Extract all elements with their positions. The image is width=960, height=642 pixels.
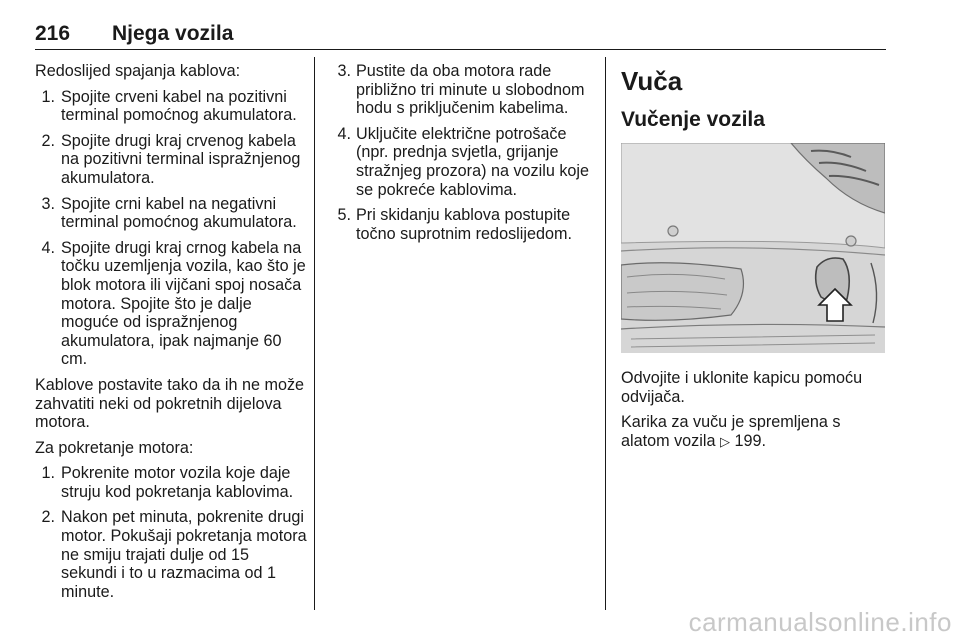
start-engine-list	[35, 464, 307, 601]
header-rule	[35, 49, 886, 50]
list-item: 3. Pustite da oba motora rade približno tri minute u slobodnom hodu s priključenim kabelima.	[337, 62, 585, 118]
start-engine-intro: Za pokretanje motora:	[35, 438, 194, 457]
bumper-tow-cap-illustration	[621, 143, 885, 353]
list-item: 1. Pokrenite motor vozila koje daje struju kod pokretanja kablovima.	[41, 464, 294, 501]
cable-order-intro: Redoslijed spajanja kablova:	[35, 62, 241, 80]
page-title: Njega vozila	[112, 22, 234, 45]
watermark: carmanualsonline.info	[688, 607, 952, 637]
list-item: 4. Spojite drugi kraj crnog kabela na točku uzemljenja vozila, kao što je blok motora ili vijčani spoj nosača motora. Spojite što je dalje moguće od ispražnjenog akumulatora, ipak najmanje 60 cm.	[41, 238, 306, 369]
figure-caption: Odvojite i uklonite kapicu pomoću odvijača.	[621, 369, 863, 406]
cable-placement-note: Kablove postavite tako da ih ne može zahvatiti neki od pokretnih dijelova motora.	[35, 375, 305, 432]
ref-page-link[interactable]: 199.	[734, 431, 766, 450]
column-divider-1	[314, 57, 315, 610]
column-left	[35, 62, 307, 608]
list-item: 1. Spojite crveni kabel na pozitivni terminal pomoćnog akumulatora.	[41, 87, 297, 125]
tow-eye-reference: Karika za vuču je spremljena s alatom vozila ▷ 199.	[621, 413, 841, 450]
start-engine-list-continued	[331, 62, 591, 243]
page-number: 216	[35, 22, 71, 45]
column-divider-2	[605, 57, 606, 610]
column-middle	[331, 62, 591, 250]
cable-order-list	[35, 88, 307, 369]
ref-arrow-icon[interactable]: ▷	[719, 433, 730, 449]
list-item: 2. Spojite drugi kraj crvenog kabela na pozitivni terminal ispražnjenog akumulatora.	[41, 131, 301, 187]
list-item: 3. Spojite crni kabel na negativni terminal pomoćnog akumulatora.	[41, 194, 297, 232]
section-heading: Vuča	[621, 66, 683, 96]
list-item: 5. Pri skidanju kablova postupite točno suprotnim redoslijedom.	[337, 206, 572, 243]
subsection-heading: Vučenje vozila	[621, 108, 765, 131]
column-right	[621, 65, 887, 458]
list-item: 4. Uključite električne potrošače (npr. prednja svjetla, grijanje stražnjeg prozora) na vozilu koje se pokreće kablovima.	[337, 124, 590, 199]
list-item: 2. Nakon pet minuta, pokrenite drugi motor. Pokušaji pokretanja motora ne smiju trajati dulje od 15 sekundi i to u razmacima od 1 minute.	[41, 508, 307, 601]
